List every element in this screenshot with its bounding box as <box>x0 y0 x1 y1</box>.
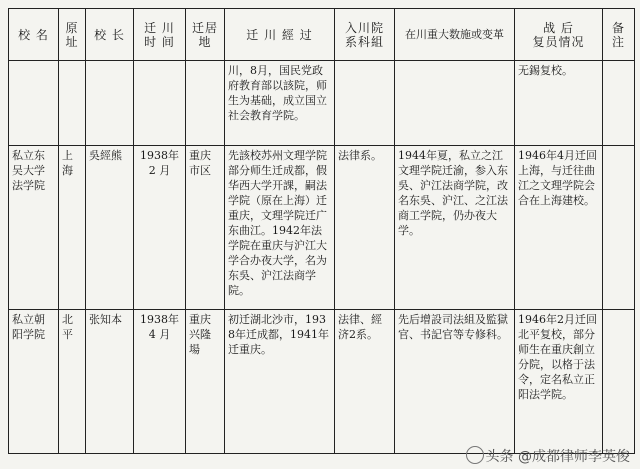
cell-name: 私立东吴大学法学院 <box>9 146 59 310</box>
cell-president: 吳經熊 <box>86 146 134 310</box>
cell-departments: 法律系。 <box>335 146 395 310</box>
cell-departments <box>335 61 395 146</box>
header-president: 校 长 <box>86 9 134 61</box>
toutiao-logo-icon <box>466 446 484 464</box>
header-relocation-time: 迁 川 时 间 <box>134 9 186 61</box>
cell-changes <box>395 61 515 146</box>
cell-time <box>134 61 186 146</box>
watermark <box>464 446 630 466</box>
document-page <box>8 8 634 454</box>
cell-location: 重庆市区 <box>186 146 225 310</box>
cell-history: 川，8月，国民党政府教育部以該院，师生为基础，成立国立社会教育学院。 <box>225 61 335 146</box>
header-relocation-history: 迁 川 經 过 <box>225 9 335 61</box>
table-row <box>9 146 635 310</box>
university-relocation-table <box>8 8 635 454</box>
cell-notes <box>603 146 635 310</box>
cell-origin: 北平 <box>59 310 86 454</box>
cell-time: 1938年 2 月 <box>134 146 186 310</box>
watermark-text: 头条 @成都律师李英俊 <box>485 449 630 465</box>
header-row <box>9 9 635 61</box>
header-school-name: 校 名 <box>9 9 59 61</box>
cell-president: 张知本 <box>86 310 134 454</box>
cell-departments: 法律、經济2系。 <box>335 310 395 454</box>
cell-notes <box>603 310 635 454</box>
cell-origin <box>59 61 86 146</box>
cell-postwar: 1946年2月迁回北平复校，部分师生在重庆創立分院，以格于法令，定名私立正阳法学院。 <box>515 310 603 454</box>
header-relocation-site: 迁居地 <box>186 9 225 61</box>
cell-changes: 先后增設司法組及監獄官、书記官等专修科。 <box>395 310 515 454</box>
cell-president <box>86 61 134 146</box>
cell-history: 初迁湖北沙市，1938年迁成都，1941年迁重庆。 <box>225 310 335 454</box>
header-major-changes: 在川重大数施或变革 <box>395 9 515 61</box>
cell-name: 私立朝阳学院 <box>9 310 59 454</box>
header-departments: 入川院 系科組 <box>335 9 395 61</box>
cell-time: 1938年 4 月 <box>134 310 186 454</box>
cell-location <box>186 61 225 146</box>
cell-changes: 1944年夏，私立之江文理学院迁渝，参入东吳、沪江法商学院，改名东吳、沪江、之江法商工学院，仍办夜大学。 <box>395 146 515 310</box>
table-row <box>9 61 635 146</box>
header-original-site: 原 址 <box>59 9 86 61</box>
header-postwar: 战 后 复员情况 <box>515 9 603 61</box>
cell-postwar: 1946年4月迁回上海，与迁往曲江之文理学院会合在上海建校。 <box>515 146 603 310</box>
cell-notes <box>603 61 635 146</box>
cell-name <box>9 61 59 146</box>
table-row <box>9 310 635 454</box>
cell-location: 重庆兴隆場 <box>186 310 225 454</box>
cell-history: 先該校苏州文理学院部分师生迁成都，假华西大学开課，嗣法学院（原在上海）迁重庆，文理学院迁广东曲江。1942年法学院在重庆与沪江大学合办夜大学，名为东吳、沪江法商学院。 <box>225 146 335 310</box>
cell-origin: 上海 <box>59 146 86 310</box>
cell-postwar: 无錫复校。 <box>515 61 603 146</box>
header-notes: 备注 <box>603 9 635 61</box>
